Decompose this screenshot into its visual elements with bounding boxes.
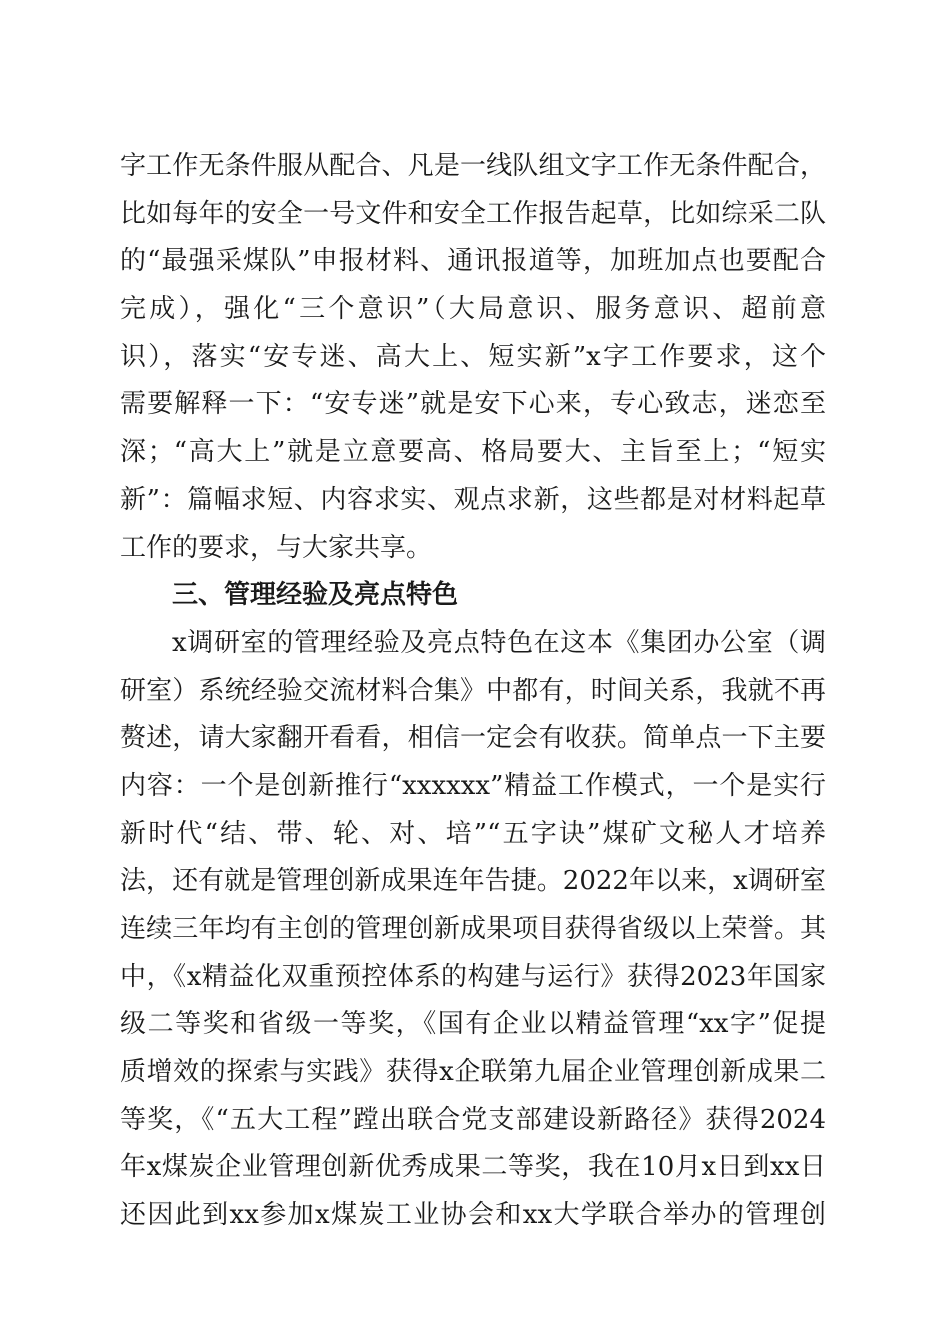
text-line: 字工作无条件服从配合、凡是一线队组文字工作无条件配合， bbox=[120, 151, 826, 181]
text-line: 质增效的探索与实践》获得x企联第九届企业管理创新成果二 bbox=[120, 1057, 826, 1088]
text-line: 完成），强化“三个意识”（大局意识、服务意识、超前意 bbox=[120, 294, 826, 325]
text-line: 中，《x精益化双重预控体系的构建与运行》获得2023年国家 bbox=[120, 961, 826, 992]
text-line: 深；“高大上”就是立意要高、格局要大、主旨至上；“短实 bbox=[120, 437, 826, 468]
text-line: 新”：篇幅求短、内容求实、观点求新，这些都是对材料起草 bbox=[120, 484, 826, 515]
text-line: 工作的要求，与大家共享。 bbox=[120, 532, 433, 563]
section-heading: 三、管理经验及亮点特色 bbox=[172, 580, 459, 611]
text-line: 内容：一个是创新推行“xxxxxx”精益工作模式，一个是实行 bbox=[120, 770, 826, 801]
text-line: 法，还有就是管理创新成果连年告捷。2022年以来，x调研室 bbox=[120, 866, 826, 897]
text-line: 级二等奖和省级一等奖，《国有企业以精益管理“xx字”促提 bbox=[120, 1009, 826, 1040]
text-line: 年x煤炭企业管理创新优秀成果二等奖，我在10月x日到xx日 bbox=[120, 1152, 826, 1183]
text-line: 需要解释一下：“安专迷”就是安下心来，专心致志，迷恋至 bbox=[120, 389, 826, 420]
text-line: 赘述，请大家翻开看看，相信一定会有收获。简单点一下主要 bbox=[120, 723, 826, 754]
paragraph-2 bbox=[120, 620, 826, 1240]
text-line: 研室）系统经验交流材料合集》中都有，时间关系，我就不再 bbox=[120, 675, 826, 706]
text-line: 识），落实“安专迷、高大上、短实新”x字工作要求，这个 bbox=[120, 341, 826, 372]
text-line: 比如每年的安全一号文件和安全工作报告起草，比如综采二队 bbox=[120, 198, 826, 229]
text-line: 还因此到xx参加x煤炭工业协会和xx大学联合举办的管理创 bbox=[120, 1200, 826, 1231]
document-page bbox=[120, 143, 826, 1240]
text-line: 连续三年均有主创的管理创新成果项目获得省级以上荣誉。其 bbox=[120, 914, 826, 944]
text-line: 等奖，《“五大工程”蹚出联合党支部建设新路径》获得2024 bbox=[120, 1104, 826, 1135]
paragraph-1 bbox=[120, 143, 826, 572]
text-line: 的“最强采煤队”申报材料、通讯报道等，加班加点也要配合 bbox=[120, 246, 826, 277]
text-line: x调研室的管理经验及亮点特色在这本《集团办公室（调 bbox=[172, 627, 826, 658]
text-line: 新时代“结、带、轮、对、培”“五字诀”煤矿文秘人才培养 bbox=[120, 818, 826, 849]
